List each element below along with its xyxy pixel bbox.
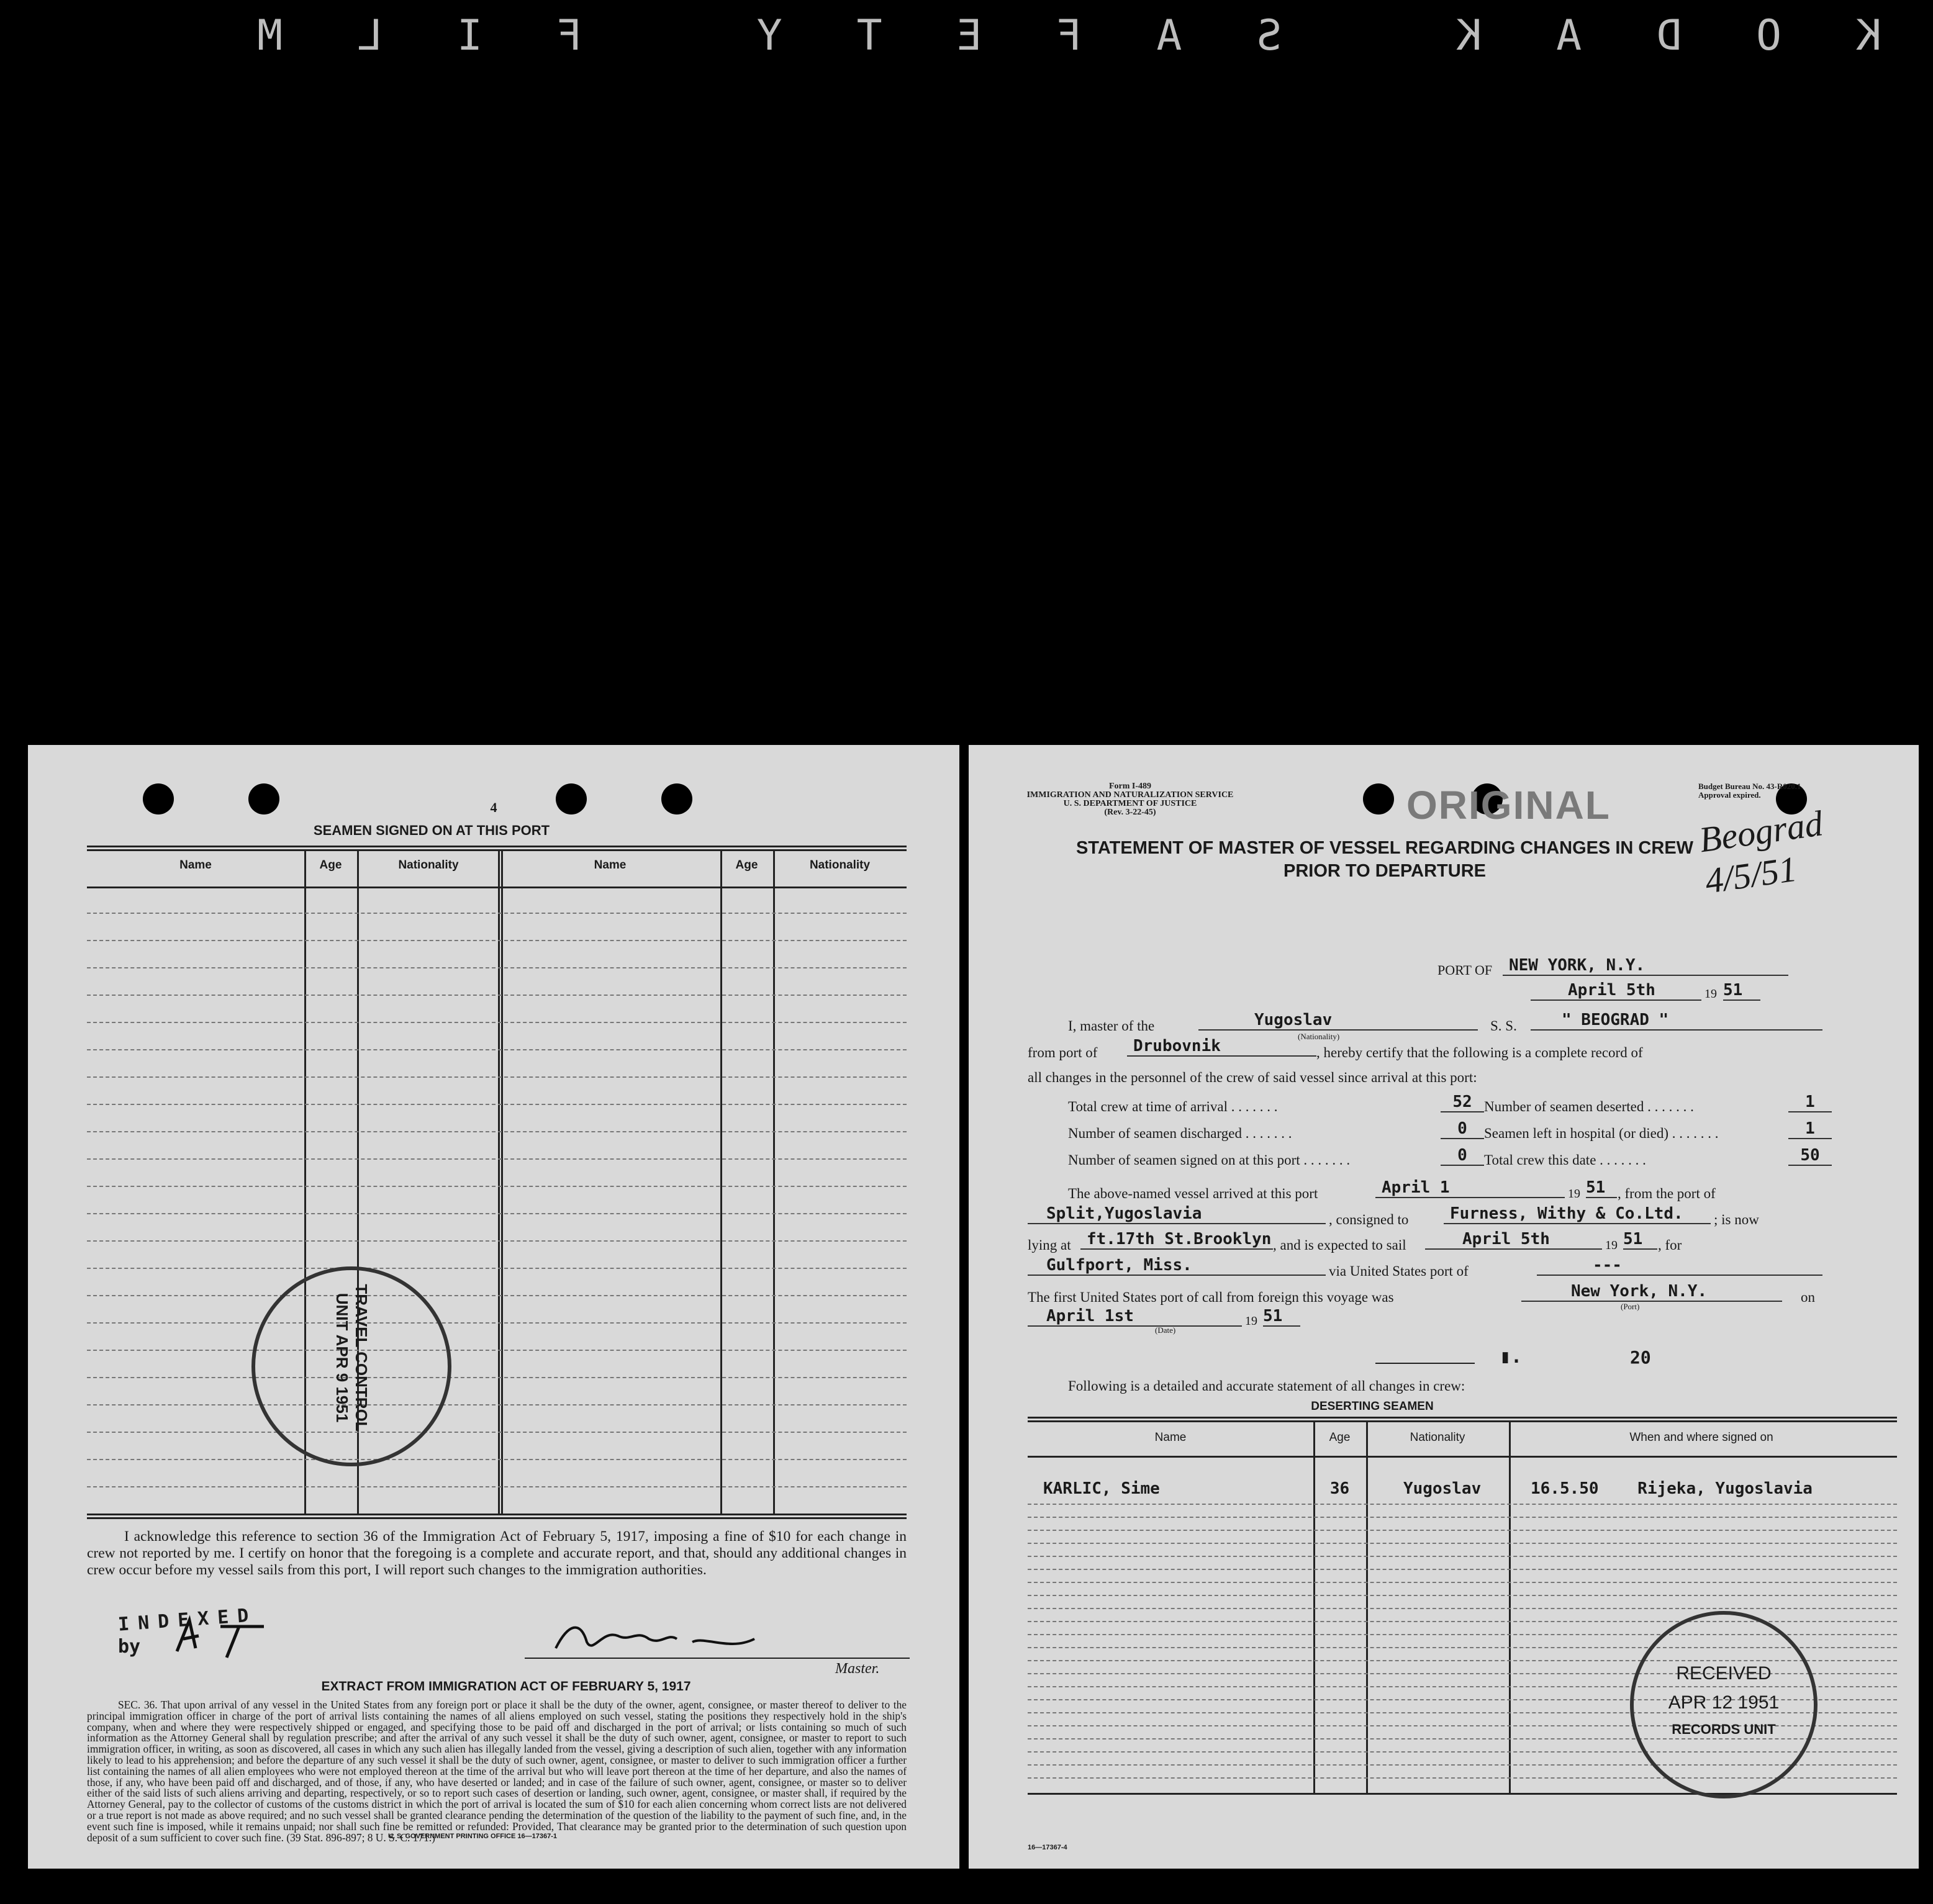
master-of-label: I, master of the: [1068, 1018, 1155, 1034]
crew-stat-value: 52: [1441, 1093, 1484, 1112]
table-row-rule: [87, 1186, 907, 1187]
table-row-rule: [1028, 1582, 1897, 1583]
first-year-field: 51: [1263, 1307, 1300, 1327]
crew-stat-label: Number of seamen discharged: [1068, 1126, 1242, 1141]
table-row-rule: [87, 1268, 907, 1269]
desert-col-nationality: Nationality: [1410, 1431, 1465, 1444]
first-year-prefix: 19: [1245, 1314, 1257, 1328]
budget-bureau-note: Budget Bureau No. 43-R020.1. Approval expired.: [1698, 782, 1803, 800]
table-row-rule: [1028, 1504, 1897, 1505]
form-number: Form I-489: [1108, 782, 1152, 791]
expected-sail-label: , and is expected to sail: [1273, 1237, 1406, 1253]
form-agency: IMMIGRATION AND NATURALIZATION SERVICE: [1026, 790, 1234, 800]
original-stamp: ORIGINAL: [1406, 783, 1611, 828]
desert-table-bottom-rule: [1028, 1793, 1897, 1795]
table-row-rule: [87, 913, 907, 914]
table-row-rule: [87, 1432, 907, 1433]
crew-stat-label: Total crew at time of arrival: [1068, 1099, 1228, 1114]
crew-stat-label: Number of seamen deserted: [1484, 1099, 1644, 1114]
right-page: [969, 745, 1919, 1869]
crew-stat-value: 0: [1441, 1146, 1484, 1166]
arrived-label: The above-named vessel arrived at this port: [1068, 1186, 1318, 1201]
master-signature: [543, 1617, 767, 1661]
from-port-label: from port of: [1028, 1045, 1098, 1060]
table-row-rule: [1028, 1569, 1897, 1570]
col-header-age: Age: [319, 859, 342, 872]
desert-header-rule: [1028, 1456, 1897, 1458]
right-printer-line: 16—17367-4: [1028, 1844, 1067, 1851]
column-divider: [720, 849, 722, 1514]
arrived-date-field: April 1: [1375, 1178, 1565, 1198]
travel-control-stamp-text: TRAVEL CONTROL UNIT APR 9 1951: [333, 1284, 371, 1432]
first-date-field: April 1st: [1028, 1307, 1242, 1327]
leader-dots: . . . . . . .: [1596, 1152, 1646, 1168]
punch-hole: [1363, 783, 1394, 814]
reference-mark: ▮.: [1500, 1346, 1523, 1368]
deserter-signed-on: 16.5.50 Rijeka, Yugoslavia: [1531, 1479, 1813, 1498]
ss-label: S. S.: [1490, 1018, 1517, 1034]
table-row-rule: [87, 1486, 907, 1487]
table-row-rule: [87, 1022, 907, 1023]
first-port-label: The first United States port of call from foreign this voyage was: [1028, 1289, 1394, 1305]
handwritten-note: Beograd 4/5/51: [1696, 803, 1826, 901]
destination-field: Gulfport, Miss.: [1028, 1256, 1326, 1276]
first-port-field: New York, N.Y.: [1521, 1282, 1782, 1302]
deserter-age: 36: [1329, 1479, 1350, 1498]
film-edge-text: KODAK SAFETY FILM: [183, 11, 1881, 60]
crew-stat-value: 1: [1788, 1119, 1832, 1139]
table-top-rule: [87, 849, 907, 851]
form-header: [1018, 782, 1242, 817]
punch-hole: [143, 783, 174, 814]
col-header-age: Age: [735, 859, 758, 872]
consigned-label: , consigned to: [1329, 1212, 1409, 1227]
indexed-initials-signature: [165, 1614, 289, 1664]
nationality-caption: (Nationality): [1298, 1032, 1340, 1041]
desert-col-name: Name: [1154, 1431, 1187, 1444]
master-signature-line: [525, 1658, 910, 1659]
crew-stat-value: 0: [1441, 1119, 1484, 1139]
column-divider: [773, 849, 775, 1514]
sail-year-prefix: 19: [1605, 1239, 1618, 1252]
leader-dots: . . . . . . .: [1644, 1099, 1694, 1114]
table-row-rule: [87, 1322, 907, 1324]
leader-dots: . . . . . . .: [1300, 1152, 1351, 1168]
form-revision: (Rev. 3-22-45): [1104, 808, 1156, 817]
column-divider: [501, 849, 503, 1514]
reference-line: [1375, 1363, 1475, 1364]
table-row-rule: [87, 1377, 907, 1378]
table-row-rule: [87, 1459, 907, 1460]
table-row-rule: [87, 1240, 907, 1242]
table-row-rule: [87, 995, 907, 996]
crew-stat-row: [1484, 1146, 1832, 1168]
left-page: [28, 745, 959, 1869]
via-label: via United States port of: [1329, 1263, 1469, 1279]
film-edge: [0, 0, 1933, 68]
table-row-rule: [1028, 1517, 1897, 1518]
table-row-rule: [87, 967, 907, 968]
certify-text: , hereby certify that the following is a complete record of: [1316, 1045, 1643, 1060]
sail-year-field: 51: [1623, 1230, 1657, 1250]
crew-stat-value: 1: [1788, 1093, 1832, 1112]
crew-stat-row: [1068, 1119, 1484, 1142]
table-row-rule: [87, 1158, 907, 1160]
crew-stat-value: 50: [1788, 1146, 1832, 1166]
table-bottom-rule: [87, 1514, 907, 1515]
crew-stat-row: [1484, 1093, 1832, 1115]
crew-stat-label: Seamen left in hospital (or died): [1484, 1126, 1669, 1141]
lying-at-field: ft.17th St.Brooklyn: [1080, 1230, 1273, 1250]
port-of-label: PORT OF: [1437, 962, 1493, 978]
master-label: Master.: [835, 1661, 880, 1677]
port-caption: (Port): [1621, 1302, 1640, 1311]
desert-col-signed: When and where signed on: [1629, 1431, 1773, 1444]
desert-table-top-rule: [1028, 1417, 1897, 1419]
table-row-rule: [87, 1295, 907, 1296]
table-row-rule: [87, 1049, 907, 1050]
date-year-prefix: 19: [1704, 987, 1717, 1001]
received-stamp-line3: RECORDS UNIT: [1672, 1721, 1776, 1737]
column-divider: [498, 849, 500, 1514]
column-divider: [1366, 1420, 1368, 1793]
form-department: U. S. DEPARTMENT OF JUSTICE: [1063, 799, 1197, 808]
arrived-year-prefix: 19: [1568, 1187, 1580, 1201]
lying-at-label: lying at: [1028, 1237, 1071, 1253]
table-top-rule: [87, 846, 907, 847]
table-row-rule: [87, 1131, 907, 1132]
from-the-port-label: , from the port of: [1618, 1186, 1716, 1201]
for-label: , for: [1658, 1237, 1682, 1253]
travel-control-stamp: [251, 1266, 451, 1466]
punch-hole: [556, 783, 587, 814]
table-row-rule: [87, 1213, 907, 1214]
section-title: SEAMEN SIGNED ON AT THIS PORT: [313, 823, 550, 838]
leader-dots: . . . . . . .: [1228, 1099, 1278, 1114]
leader-dots: . . . . . . .: [1241, 1126, 1292, 1141]
is-now-label: ; is now: [1714, 1212, 1759, 1227]
punch-hole: [248, 783, 279, 814]
reference-number: 20: [1630, 1347, 1651, 1368]
extract-text: SEC. 36. That upon arrival of any vessel in the United States from any foreign port or place it shall be the duty of the owner, agent, consignee, or master thereof to deliver to the principal immigration officer in charge of the port of arrival lists containing the names of all aliens employed on such vessel, stating the positions they respectively hold in the ship's company, when and where they were respectively shipped or engaged, and specifying those to be paid off and discharged in the port of arrival; or lists containing so much of such information as the Attorney General shall by regulation prescribe; and after the arrival of any such vessel it shall be the duty of such owner, agent, consignee, or master to report to such immigration officer, in writing, as soon as discovered, all cases in which any such alien has illegally landed from the vessel, giving a description of such alien, together with any information likely to lead to his apprehension; and before the departure of any such vessel it shall be the duty of such owner, agent, consignee, or master to deliver to such immigration officer a further list containing the names of all alien employees who were not employed thereon at the time of the arrival but who will leave port thereon at the time of her departure, and also the names of those, if any, who have been paid off and discharged, and of those, if any, who have deserted or landed; and in case of the failure of such owner, agent, consignee, or master so to deliver either of the said lists of such aliens arriving and departing, respectively, or so to report such cases of desertion or landing, such owner, agent, consignee, or master shall, if required by the Attorney General, pay to the collector of customs of the customs district in which the port of arrival is located the sum of $10 for each alien concerning whom correct lists are not delivered or a true report is not made as above required; and no such vessel shall be granted clearance pending the determination of the question of the liability to the payment of such fine, and, in the event such fine is imposed, while it remains unpaid; nor shall such fine be remitted or refunded: Provided, That clearance may be granted prior to the determination of such question upon deposit of a sum sufficient to cover such fine. (39 Stat. 896-897; 8 U. S. C. 171.): [87, 1699, 907, 1844]
extract-title: EXTRACT FROM IMMIGRATION ACT OF FEBRUARY 5, 1917: [321, 1679, 691, 1694]
form-subtitle: PRIOR TO DEPARTURE: [1283, 861, 1486, 881]
header-rule: [87, 887, 907, 888]
col-header-nationality: Nationality: [398, 859, 459, 872]
table-row-rule: [1028, 1556, 1897, 1557]
punch-hole: [661, 783, 692, 814]
ship-name-field: " BEOGRAD ": [1531, 1011, 1822, 1031]
desert-table-top-rule: [1028, 1420, 1897, 1422]
consignee-field: Furness, Withy & Co.Ltd.: [1444, 1204, 1711, 1224]
from-port-field: Drubovnik: [1127, 1037, 1316, 1057]
form-title: STATEMENT OF MASTER OF VESSEL REGARDING CHANGES IN CREW: [1075, 838, 1694, 858]
indexed-stamp: INDEXED: [117, 1604, 258, 1636]
date-field: April 5th: [1531, 981, 1701, 1001]
page-number: 4: [490, 800, 497, 815]
table-row-rule: [1028, 1608, 1897, 1609]
deserter-nationality: Yugoslav: [1403, 1479, 1482, 1498]
certify-text-2: all changes in the personnel of the crew of said vessel since arrival at this port:: [1028, 1070, 1477, 1085]
origin-port-field: Split,Yugoslavia: [1028, 1204, 1326, 1224]
crew-stat-label: Number of seamen signed on at this port: [1068, 1152, 1300, 1168]
received-stamp-line1: RECEIVED: [1676, 1663, 1772, 1684]
date-year-field: 51: [1723, 981, 1760, 1001]
table-row-rule: [1028, 1595, 1897, 1596]
table-row-rule: [87, 1404, 907, 1405]
table-row-rule: [87, 940, 907, 941]
table-row-rule: [87, 1076, 907, 1078]
col-header-name: Name: [179, 859, 212, 872]
col-header-name: Name: [594, 859, 627, 872]
arrived-year-field: 51: [1586, 1178, 1617, 1198]
via-port-field: ---: [1537, 1256, 1822, 1276]
leader-dots: . . . . . . .: [1668, 1126, 1719, 1141]
received-stamp-line2: APR 12 1951: [1668, 1692, 1780, 1713]
column-divider: [1313, 1420, 1315, 1793]
table-row-rule: [87, 1350, 907, 1351]
port-of-field: NEW YORK, N.Y.: [1503, 956, 1788, 976]
deserting-title: DESERTING SEAMEN: [1311, 1400, 1434, 1413]
left-printer-line: U. S. GOVERNMENT PRINTING OFFICE 16—17367-1: [388, 1833, 558, 1840]
on-label: on: [1801, 1289, 1815, 1305]
sail-date-field: April 5th: [1425, 1230, 1602, 1250]
deserter-name: KARLIC, Sime: [1043, 1479, 1160, 1498]
col-header-nationality: Nationality: [809, 859, 871, 872]
date-caption: (Date): [1155, 1325, 1176, 1335]
desert-col-age: Age: [1329, 1431, 1351, 1444]
nationality-field: Yugoslav: [1198, 1011, 1478, 1031]
column-divider: [1509, 1420, 1511, 1793]
crew-stat-row: [1068, 1093, 1484, 1115]
table-row-rule: [1028, 1530, 1897, 1531]
table-bottom-rule: [87, 1517, 907, 1519]
table-row-rule: [87, 1104, 907, 1105]
crew-stat-row: [1484, 1119, 1832, 1142]
acknowledgement-text: I acknowledge this reference to section 36 of the Immigration Act of February 5, 1917, imposing a fine of $10 for each change in crew not reported by me. I certify on honor that the foregoing is a complete and accurate report, and that, should any additional changes in crew occur before my vessel sails from this port, I will report such changes to the immigration authorities.: [87, 1528, 907, 1578]
crew-stat-label: Total crew this date: [1484, 1152, 1596, 1168]
received-stamp: [1630, 1611, 1818, 1798]
following-text: Following is a detailed and accurate statement of all changes in crew:: [1068, 1378, 1465, 1394]
table-row-rule: [1028, 1543, 1897, 1544]
crew-stat-row: [1068, 1146, 1484, 1168]
indexed-by-label: by: [118, 1636, 141, 1658]
